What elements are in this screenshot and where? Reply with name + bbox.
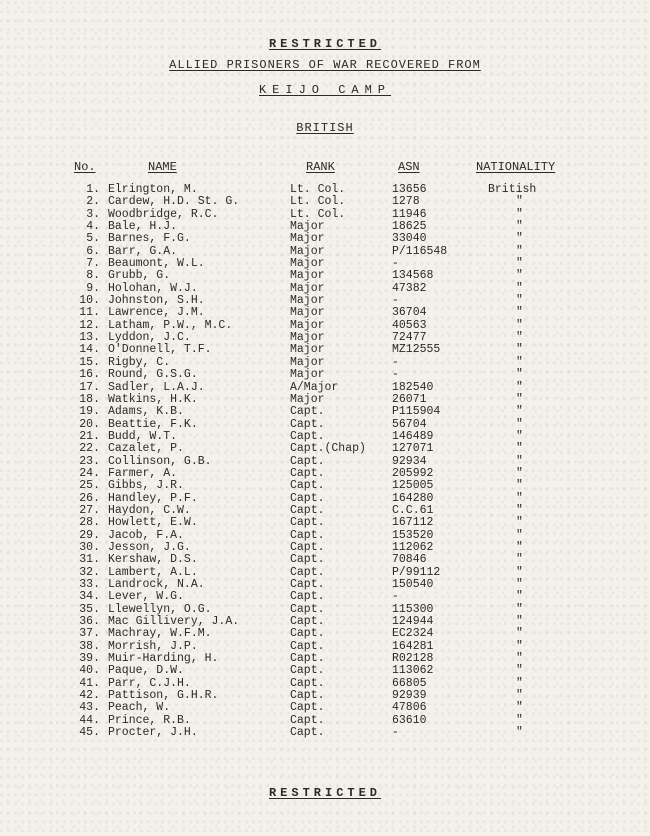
- cell-nationality: ": [516, 368, 523, 382]
- cell-rank: Lt. Col.: [290, 183, 346, 196]
- cell-no: 9.: [86, 281, 100, 295]
- cell-rank: Major: [290, 343, 325, 357]
- cell-name: Lawrence, J.M.: [108, 306, 205, 320]
- cell-asn: -: [392, 590, 399, 604]
- cell-rank: Major: [290, 257, 325, 271]
- cell-no: 5.: [86, 232, 100, 246]
- cell-no: 10.: [79, 294, 100, 308]
- cell-asn: -: [392, 355, 399, 369]
- cell-nationality: ": [516, 343, 523, 357]
- cell-asn: 36704: [392, 306, 427, 320]
- table-row: [0, 369, 650, 381]
- cell-no: 8.: [86, 269, 100, 283]
- cell-no: 34.: [79, 590, 100, 604]
- cell-name: Gibbs, J.R.: [108, 479, 184, 493]
- cell-asn: 72477: [392, 331, 427, 345]
- cell-no: 7.: [86, 257, 100, 271]
- cell-nationality: ": [516, 417, 523, 431]
- cell-name: Prince, R.B.: [108, 713, 191, 727]
- column-header-rank: RANK: [306, 160, 335, 174]
- cell-nationality: British: [488, 183, 537, 196]
- cell-name: Budd, W.T.: [108, 429, 178, 443]
- cell-rank: Capt.: [290, 726, 325, 740]
- cell-asn: C.C.61: [392, 503, 434, 517]
- cell-no: 30.: [79, 540, 100, 554]
- cell-rank: Major: [290, 318, 325, 332]
- cell-rank: Capt.: [290, 565, 325, 579]
- cell-nationality: ": [516, 578, 523, 591]
- cell-name: Jacob, F.A.: [108, 528, 184, 542]
- cell-name: Elrington, M.: [108, 183, 198, 196]
- cell-asn: MZ12555: [392, 343, 441, 357]
- cell-no: 29.: [79, 528, 100, 542]
- cell-asn: 112062: [392, 540, 434, 554]
- cell-rank: Capt.: [290, 405, 325, 419]
- cell-nationality: ": [516, 639, 523, 653]
- table-row: [0, 382, 650, 394]
- cell-asn: 113062: [392, 664, 434, 678]
- cell-asn: 40563: [392, 318, 427, 332]
- cell-name: Pattison, G.H.R.: [108, 689, 219, 703]
- cell-rank: Major: [290, 220, 325, 234]
- cell-nationality: ": [516, 220, 523, 234]
- cell-name: O'Donnell, T.F.: [108, 343, 212, 357]
- table-row: [0, 591, 650, 603]
- cell-name: Round, G.S.G.: [108, 368, 198, 382]
- cell-nationality: ": [516, 380, 523, 394]
- cell-no: 17.: [79, 380, 100, 394]
- cell-nationality: ": [516, 318, 523, 332]
- cell-name: Lyddon, J.C.: [108, 331, 191, 345]
- cell-asn: 63610: [392, 713, 427, 727]
- cell-no: 11.: [79, 306, 100, 320]
- cell-no: 33.: [79, 578, 100, 591]
- cell-rank: Major: [290, 331, 325, 345]
- cell-name: Machray, W.F.M.: [108, 627, 212, 641]
- cell-asn: 18625: [392, 220, 427, 234]
- cell-rank: Capt.: [290, 639, 325, 653]
- cell-name: Landrock, N.A.: [108, 578, 205, 591]
- table-row: [0, 344, 650, 356]
- cell-no: 12.: [79, 318, 100, 332]
- cell-no: 14.: [79, 343, 100, 357]
- cell-nationality: ": [516, 726, 523, 740]
- cell-name: Llewellyn, O.G.: [108, 602, 212, 616]
- cell-name: Bale, H.J.: [108, 220, 178, 234]
- cell-name: Beaumont, W.L.: [108, 257, 205, 271]
- cell-nationality: ": [516, 516, 523, 530]
- cell-name: Mac Gillivery, J.A.: [108, 615, 240, 629]
- cell-rank: Capt.: [290, 615, 325, 629]
- cell-asn: 127071: [392, 442, 434, 456]
- cell-name: Holohan, W.J.: [108, 281, 198, 295]
- cell-nationality: ": [516, 540, 523, 554]
- cell-name: Jesson, J.G.: [108, 540, 191, 554]
- cell-rank: Capt.: [290, 713, 325, 727]
- cell-no: 3.: [86, 207, 100, 221]
- cell-name: Paque, D.W.: [108, 664, 184, 678]
- cell-no: 45.: [79, 726, 100, 740]
- cell-no: 32.: [79, 565, 100, 579]
- cell-no: 20.: [79, 417, 100, 431]
- cell-asn: 146489: [392, 429, 434, 443]
- cell-name: Lambert, A.L.: [108, 565, 198, 579]
- cell-no: 19.: [79, 405, 100, 419]
- cell-no: 37.: [79, 627, 100, 641]
- cell-rank: Major: [290, 294, 325, 308]
- cell-rank: Capt.: [290, 701, 325, 715]
- cell-nationality: ": [516, 454, 523, 468]
- cell-asn: 70846: [392, 553, 427, 567]
- cell-no: 41.: [79, 676, 100, 690]
- cell-asn: -: [392, 368, 399, 382]
- table-row: [0, 665, 650, 677]
- cell-rank: Major: [290, 269, 325, 283]
- cell-asn: 115300: [392, 602, 434, 616]
- cell-asn: 150540: [392, 578, 434, 591]
- cell-asn: -: [392, 726, 399, 740]
- cell-name: Morrish, J.P.: [108, 639, 198, 653]
- cell-nationality: ": [516, 553, 523, 567]
- cell-name: Adams, K.B.: [108, 405, 184, 419]
- cell-name: Barnes, F.G.: [108, 232, 191, 246]
- cell-asn: 1278: [392, 195, 420, 209]
- cell-asn: 124944: [392, 615, 434, 629]
- cell-nationality: ": [516, 195, 523, 209]
- cell-no: 28.: [79, 516, 100, 530]
- cell-asn: 47382: [392, 281, 427, 295]
- cell-nationality: ": [516, 392, 523, 406]
- cell-no: 44.: [79, 713, 100, 727]
- cell-rank: Capt.: [290, 491, 325, 505]
- cell-nationality: ": [516, 355, 523, 369]
- cell-no: 6.: [86, 244, 100, 258]
- table-row: [0, 443, 650, 455]
- column-header-name: NAME: [148, 160, 177, 174]
- cell-nationality: ": [516, 207, 523, 221]
- cell-no: 1.: [86, 183, 100, 196]
- cell-nationality: ": [516, 615, 523, 629]
- cell-asn: 26071: [392, 392, 427, 406]
- cell-nationality: ": [516, 701, 523, 715]
- cell-name: Barr, G.A.: [108, 244, 178, 258]
- cell-nationality: ": [516, 306, 523, 320]
- cell-name: Lever, W.G.: [108, 590, 184, 604]
- cell-rank: Capt.: [290, 516, 325, 530]
- cell-name: Howlett, E.W.: [108, 516, 198, 530]
- cell-asn: 182540: [392, 380, 434, 394]
- table-row: [0, 270, 650, 282]
- cell-asn: 205992: [392, 466, 434, 480]
- cell-rank: Capt.: [290, 602, 325, 616]
- cell-asn: 56704: [392, 417, 427, 431]
- cell-name: Peach, W.: [108, 701, 171, 715]
- cell-rank: A/Major: [290, 380, 339, 394]
- table-row: [0, 702, 650, 714]
- cell-name: Cardew, H.D. St. G.: [108, 195, 240, 209]
- cell-rank: Lt. Col.: [290, 207, 346, 221]
- cell-rank: Major: [290, 232, 325, 246]
- cell-rank: Capt.: [290, 454, 325, 468]
- cell-no: 26.: [79, 491, 100, 505]
- cell-rank: Capt.(Chap): [290, 442, 366, 456]
- cell-name: Procter, J.H.: [108, 726, 198, 740]
- cell-rank: Capt.: [290, 627, 325, 641]
- cell-asn: P115904: [392, 405, 441, 419]
- cell-asn: 134568: [392, 269, 434, 283]
- cell-nationality: ": [516, 466, 523, 480]
- cell-name: Cazalet, P.: [108, 442, 184, 456]
- cell-nationality: ": [516, 294, 523, 308]
- cell-name: Muir-Harding, H.: [108, 652, 219, 666]
- cell-name: Sadler, L.A.J.: [108, 380, 205, 394]
- cell-nationality: ": [516, 232, 523, 246]
- table-row: [0, 196, 650, 208]
- cell-nationality: ": [516, 269, 523, 283]
- cell-rank: Capt.: [290, 479, 325, 493]
- cell-rank: Capt.: [290, 652, 325, 666]
- cell-no: 40.: [79, 664, 100, 678]
- cell-rank: Major: [290, 244, 325, 258]
- cell-asn: 92939: [392, 689, 427, 703]
- cell-name: Woodbridge, R.C.: [108, 207, 219, 221]
- cell-no: 24.: [79, 466, 100, 480]
- classification-header: RESTRICTED: [268, 37, 381, 51]
- cell-nationality: ": [516, 244, 523, 258]
- prisoner-list: [0, 184, 650, 739]
- cell-rank: Major: [290, 281, 325, 295]
- cell-rank: Capt.: [290, 540, 325, 554]
- cell-no: 38.: [79, 639, 100, 653]
- column-header-nationality: NATIONALITY: [476, 160, 556, 174]
- cell-nationality: ": [516, 664, 523, 678]
- cell-asn: 153520: [392, 528, 434, 542]
- cell-asn: -: [392, 257, 399, 271]
- table-row: [0, 307, 650, 319]
- table-row: [0, 554, 650, 566]
- cell-no: 25.: [79, 479, 100, 493]
- cell-no: 21.: [79, 429, 100, 443]
- cell-rank: Capt.: [290, 664, 325, 678]
- cell-no: 31.: [79, 553, 100, 567]
- cell-nationality: ": [516, 491, 523, 505]
- cell-rank: Capt.: [290, 578, 325, 591]
- cell-nationality: ": [516, 713, 523, 727]
- cell-rank: Capt.: [290, 417, 325, 431]
- cell-no: 16.: [79, 368, 100, 382]
- table-row: [0, 406, 650, 418]
- cell-rank: Capt.: [290, 689, 325, 703]
- cell-nationality: ": [516, 652, 523, 666]
- cell-nationality: ": [516, 331, 523, 345]
- section-heading: BRITISH: [296, 121, 354, 135]
- classification-footer: RESTRICTED: [268, 786, 381, 800]
- cell-no: 39.: [79, 652, 100, 666]
- cell-nationality: ": [516, 602, 523, 616]
- cell-rank: Major: [290, 368, 325, 382]
- cell-no: 13.: [79, 331, 100, 345]
- cell-no: 15.: [79, 355, 100, 369]
- cell-name: Kershaw, D.S.: [108, 553, 198, 567]
- cell-no: 36.: [79, 615, 100, 629]
- cell-asn: 164281: [392, 639, 434, 653]
- cell-rank: Major: [290, 392, 325, 406]
- cell-asn: 47806: [392, 701, 427, 715]
- cell-no: 4.: [86, 220, 100, 234]
- cell-asn: 66805: [392, 676, 427, 690]
- camp-name: KEIJO CAMP: [258, 83, 391, 97]
- cell-nationality: ": [516, 565, 523, 579]
- cell-no: 2.: [86, 195, 100, 209]
- cell-asn: -: [392, 294, 399, 308]
- cell-name: Grubb, G.: [108, 269, 171, 283]
- cell-nationality: ": [516, 676, 523, 690]
- cell-rank: Capt.: [290, 676, 325, 690]
- cell-name: Watkins, H.K.: [108, 392, 198, 406]
- cell-rank: Capt.: [290, 466, 325, 480]
- cell-no: 22.: [79, 442, 100, 456]
- cell-asn: 33040: [392, 232, 427, 246]
- cell-asn: EC2324: [392, 627, 434, 641]
- cell-no: 27.: [79, 503, 100, 517]
- cell-nationality: ": [516, 528, 523, 542]
- table-row: [0, 628, 650, 640]
- cell-no: 18.: [79, 392, 100, 406]
- cell-name: Latham, P.W., M.C.: [108, 318, 233, 332]
- cell-name: Beattie, F.K.: [108, 417, 198, 431]
- cell-asn: 125005: [392, 479, 434, 493]
- cell-rank: Capt.: [290, 503, 325, 517]
- cell-asn: 167112: [392, 516, 434, 530]
- column-header-no: No.: [74, 160, 96, 174]
- cell-nationality: ": [516, 281, 523, 295]
- cell-no: 42.: [79, 689, 100, 703]
- cell-nationality: ": [516, 627, 523, 641]
- cell-nationality: ": [516, 689, 523, 703]
- cell-asn: P/99112: [392, 565, 441, 579]
- cell-rank: Capt.: [290, 590, 325, 604]
- cell-name: Rigby, C.: [108, 355, 171, 369]
- cell-no: 23.: [79, 454, 100, 468]
- cell-no: 43.: [79, 701, 100, 715]
- cell-asn: 11946: [392, 207, 427, 221]
- cell-rank: Capt.: [290, 429, 325, 443]
- cell-asn: R02128: [392, 652, 434, 666]
- column-header-asn: ASN: [398, 160, 420, 174]
- cell-asn: 92934: [392, 454, 427, 468]
- cell-name: Collinson, G.B.: [108, 454, 212, 468]
- cell-rank: Major: [290, 355, 325, 369]
- cell-nationality: ": [516, 479, 523, 493]
- document-title: ALLIED PRISONERS OF WAR RECOVERED FROM: [169, 58, 481, 72]
- cell-nationality: ": [516, 590, 523, 604]
- table-row: [0, 233, 650, 245]
- cell-rank: Lt. Col.: [290, 195, 346, 209]
- cell-nationality: ": [516, 503, 523, 517]
- cell-rank: Capt.: [290, 528, 325, 542]
- cell-name: Haydon, C.W.: [108, 503, 191, 517]
- table-row: [0, 517, 650, 529]
- cell-nationality: ": [516, 429, 523, 443]
- cell-asn: 13656: [392, 183, 427, 196]
- cell-nationality: ": [516, 257, 523, 271]
- cell-rank: Major: [290, 306, 325, 320]
- cell-name: Farmer, A.: [108, 466, 178, 480]
- cell-rank: Capt.: [290, 553, 325, 567]
- table-row: [0, 480, 650, 492]
- cell-nationality: ": [516, 442, 523, 456]
- cell-no: 35.: [79, 602, 100, 616]
- table-row: [0, 727, 650, 739]
- cell-name: Parr, C.J.H.: [108, 676, 191, 690]
- cell-name: Handley, P.F.: [108, 491, 198, 505]
- cell-nationality: ": [516, 405, 523, 419]
- cell-name: Johnston, S.H.: [108, 294, 205, 308]
- cell-asn: 164280: [392, 491, 434, 505]
- cell-asn: P/116548: [392, 244, 448, 258]
